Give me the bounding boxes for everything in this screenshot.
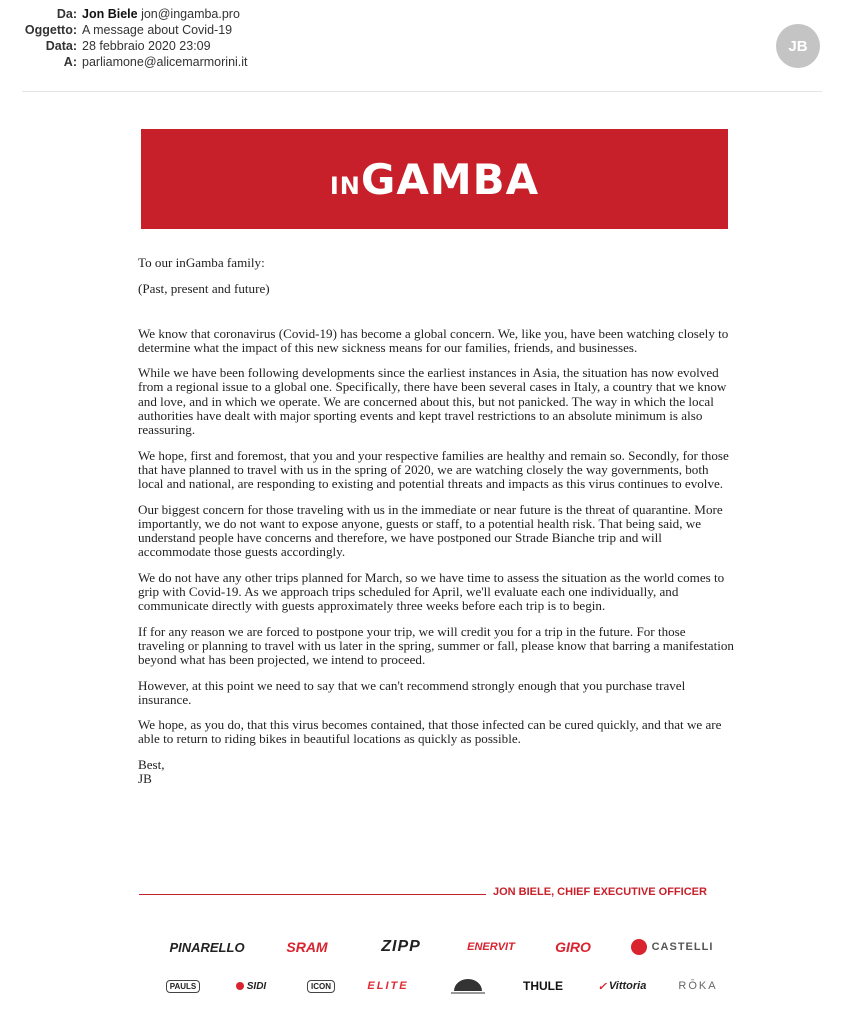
signature-rule — [139, 894, 486, 895]
sponsor-zipp — [359, 937, 443, 957]
scorpion-icon — [631, 939, 647, 955]
sponsor-castelli — [625, 937, 719, 957]
mail-header — [0, 6, 850, 88]
sponsor-enervit — [459, 937, 523, 957]
zipp-logo: ZIPP — [381, 938, 421, 955]
from-value[interactable] — [82, 6, 240, 22]
thule-logo: THULE — [523, 979, 563, 993]
elite-logo: ELITE — [367, 980, 409, 992]
sponsor-roka — [677, 976, 719, 996]
subject-value: A message about Covid-19 — [82, 23, 233, 37]
sponsor-wbr — [443, 976, 493, 996]
signature-title: JON BIELE, CHIEF EXECUTIVE OFFICER — [493, 886, 707, 898]
subject-label: Oggetto: — [24, 23, 77, 37]
castelli-logo: CASTELLI — [651, 941, 714, 953]
from-label: Da: — [56, 7, 77, 21]
sponsor-vittoria — [593, 976, 651, 996]
sidi-icon — [236, 982, 244, 990]
paragraph-6: If for any reason we are forced to postpone your trip, we will credit you for a trip in the future. For those traveling or planning to travel with us later in the spring, summer or fall, please know that barring a manifestation beyond what has been projected, we intend to proceed. — [138, 623, 734, 668]
paragraph-2: While we have been following developments since the earliest instances in Asia, the situation has now evolved from a regional issue to a global one. Specifically, there have been several cases in Italy, a country that we know and love, and in which we operate. We are concerned about this, but not panicked. The way in which the local authorities have dealt with major sporting events and kept travel restrictions to an absolute minimum is also reassuring. — [138, 365, 727, 438]
pinarello-logo: PINARELLO — [169, 939, 245, 955]
subgreeting: (Past, present and future) — [138, 281, 270, 297]
greeting: To our inGamba family: — [138, 255, 265, 270]
sender-email: jon@ingamba.pro — [141, 7, 240, 21]
roka-logo: RŌKA — [678, 980, 718, 992]
enervit-logo: ENERVIT — [467, 941, 515, 953]
logo-main: GAMBA — [360, 154, 540, 204]
sponsor-thule — [520, 976, 566, 996]
logo-prefix: IN — [329, 171, 361, 200]
vittoria-logo: Vittoria — [608, 980, 647, 992]
date-row — [0, 38, 600, 54]
date-label: Data: — [45, 39, 77, 53]
closing: Best, — [138, 756, 165, 772]
paragraph-5: We do not have any other trips planned for March, so we have time to assess the situation as the world comes to grip with Covid-19. As we approach trips scheduled for April, we'll evaluate each one individually, and communicate directly with guests approximately three weeks before each trip is to begin. — [138, 569, 725, 614]
wbr-globe-icon — [445, 977, 491, 995]
sponsor-icon — [304, 976, 338, 996]
icon-brand-logo: ICON — [307, 980, 335, 993]
paragraph-7: However, at this point we need to say that we can't recommend strongly enough that you purchase travel insurance. — [138, 677, 686, 707]
signoff-initials: JB — [138, 771, 152, 787]
to-label: A: — [63, 55, 77, 69]
subject-row — [0, 22, 600, 38]
from-row — [0, 6, 600, 22]
paragraph-3: We hope, first and foremost, that you and your respective families are healthy and remain so. Secondly, for those that have planned to travel with us in the spring of 2020, we are watching closely the way governments, both local and national, are responding to existing and potential threats and impacts as this virus continues to evolve. — [138, 447, 729, 492]
sender-name: Jon Biele — [82, 7, 138, 21]
paragraph-4: Our biggest concern for those traveling with us in the immediate or near future is the threat of quarantine. More importantly, we do not want to expose anyone, guests or staff, to a potential health risk. That being said, we understand people have concerns and therefore, we have postponed our Strade Bianche trip and will accommodate those guests accordingly. — [138, 501, 723, 560]
vittoria-check-icon: ✓ — [597, 980, 607, 993]
giro-logo: GIRO — [555, 939, 591, 955]
pauls-logo: PAULS — [166, 980, 201, 993]
sidi-logo: SIDI — [246, 980, 267, 992]
sponsor-sram — [271, 937, 343, 957]
message-body — [138, 256, 734, 786]
to-row — [0, 54, 600, 70]
sponsor-sidi — [228, 976, 274, 996]
sponsor-pinarello — [158, 937, 256, 957]
sender-avatar[interactable]: JB — [776, 24, 820, 68]
paragraph-8: We hope, as you do, that this virus becomes contained, that those infected can be cured quickly, and that we are able to return to riding bikes in beautiful locations as quickly as possible. — [138, 717, 722, 747]
ingamba-banner — [141, 129, 728, 229]
header-divider — [22, 91, 822, 92]
sponsor-pauls — [162, 976, 204, 996]
date-value: 28 febbraio 2020 23:09 — [82, 39, 211, 53]
recipient-email[interactable]: parliamone@alicemarmorini.it — [82, 55, 248, 69]
ingamba-logo — [330, 155, 539, 204]
paragraph-1: We know that coronavirus (Covid-19) has become a global concern. We, like you, have been watching closely to determine what the impact of this new sickness means for our families, friends, and businesses. — [138, 325, 729, 355]
sram-logo: SRAM — [286, 939, 328, 955]
sponsor-giro — [537, 937, 609, 957]
sponsor-elite — [363, 976, 413, 996]
